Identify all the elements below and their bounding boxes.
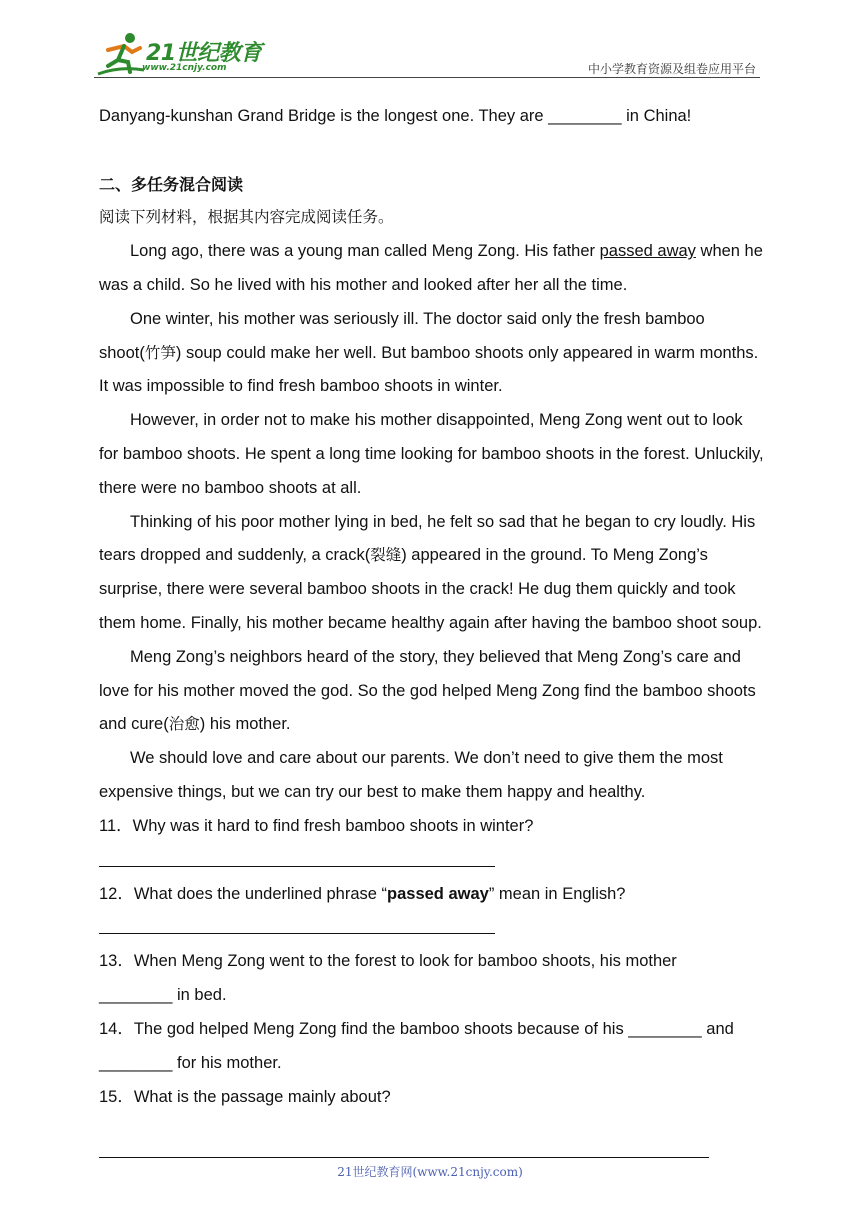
passage-paragraph-5: Meng Zong’s neighbors heard of the story, they believed that Meng Zong’s care and love for his mother moved the god. So the god helped Meng Zong find the bamboo shoots and cure(治愈) his mother. — [99, 647, 756, 734]
answer-line-15[interactable] — [99, 1157, 709, 1158]
passage-paragraph-2: One winter, his mother was seriously ill. The doctor said only the fresh bamboo shoot(竹笋) soup could make her well. But bamboo shoots only appeared in warm months. It was impossible to find fresh bamboo shoots in winter. — [99, 309, 759, 396]
answer-line-11[interactable] — [99, 844, 495, 867]
logo-wordmark: 21世纪教育 — [146, 41, 262, 66]
site-logo — [94, 30, 274, 78]
header-divider — [94, 77, 760, 78]
page-footer: 21世纪教育网(www.21cnjy.com) — [337, 1165, 523, 1179]
passage-paragraph-1: Long ago, there was a young man called Meng Zong. His father passed away when he was a child. So he lived with his mother and looked after her all the time. — [99, 242, 763, 294]
passage-paragraph-4: Thinking of his poor mother lying in bed, he felt so sad that he began to cry loudly. His tears dropped and suddenly, a crack(裂缝) appeared in the ground. To Meng Zong’s surprise, there were several bamboo shoots in the crack! He dug them quickly and took them home. Finally, his mother became healthy again after having the bamboo shoot soup. — [99, 512, 762, 632]
question-15: 15．What is the passage mainly about? — [99, 1087, 391, 1106]
section-heading: 二、多任务混合阅读 — [99, 174, 244, 194]
answer-line-12[interactable] — [99, 911, 495, 934]
runner-logo-icon — [94, 30, 146, 78]
question-14-continued: ________ for his mother. — [99, 1053, 282, 1072]
underlined-phrase: passed away — [599, 242, 696, 261]
section-instruction: 阅读下列材料，根据其内容完成阅读任务。 — [99, 208, 394, 227]
question-11: 11．Why was it hard to find fresh bamboo shoots in winter? — [99, 816, 534, 835]
question-12: 12．What does the underlined phrase “passed away” mean in English? — [99, 884, 626, 903]
previous-question-line: Danyang-kunshan Grand Bridge is the longest one. They are ________ in China! — [99, 107, 692, 125]
passage-paragraph-3: However, in order not to make his mother disappointed, Meng Zong went out to look for bamboo shoots. He spent a long time looking for bamboo shoots in the forest. Unluckily, there were no bamboo shoots at all. — [99, 411, 764, 497]
document-body — [99, 100, 765, 1114]
header-platform-name: 中小学教育资源及组卷应用平台 — [587, 62, 756, 76]
blank-spacer — [99, 134, 765, 168]
question-13: 13．When Meng Zong went to the forest to look for bamboo shoots, his mother — [99, 952, 677, 971]
logo-url: www.21cnjy.com — [142, 63, 227, 73]
question-13-continued: ________ in bed. — [99, 986, 227, 1005]
page-header — [94, 30, 760, 78]
question-14: 14．The god helped Meng Zong find the bamboo shoots because of his ________ and — [99, 1019, 734, 1038]
passage-paragraph-6: We should love and care about our parents. We don’t need to give them the most expensive things, but we can try our best to make them happy and healthy. — [99, 749, 723, 801]
